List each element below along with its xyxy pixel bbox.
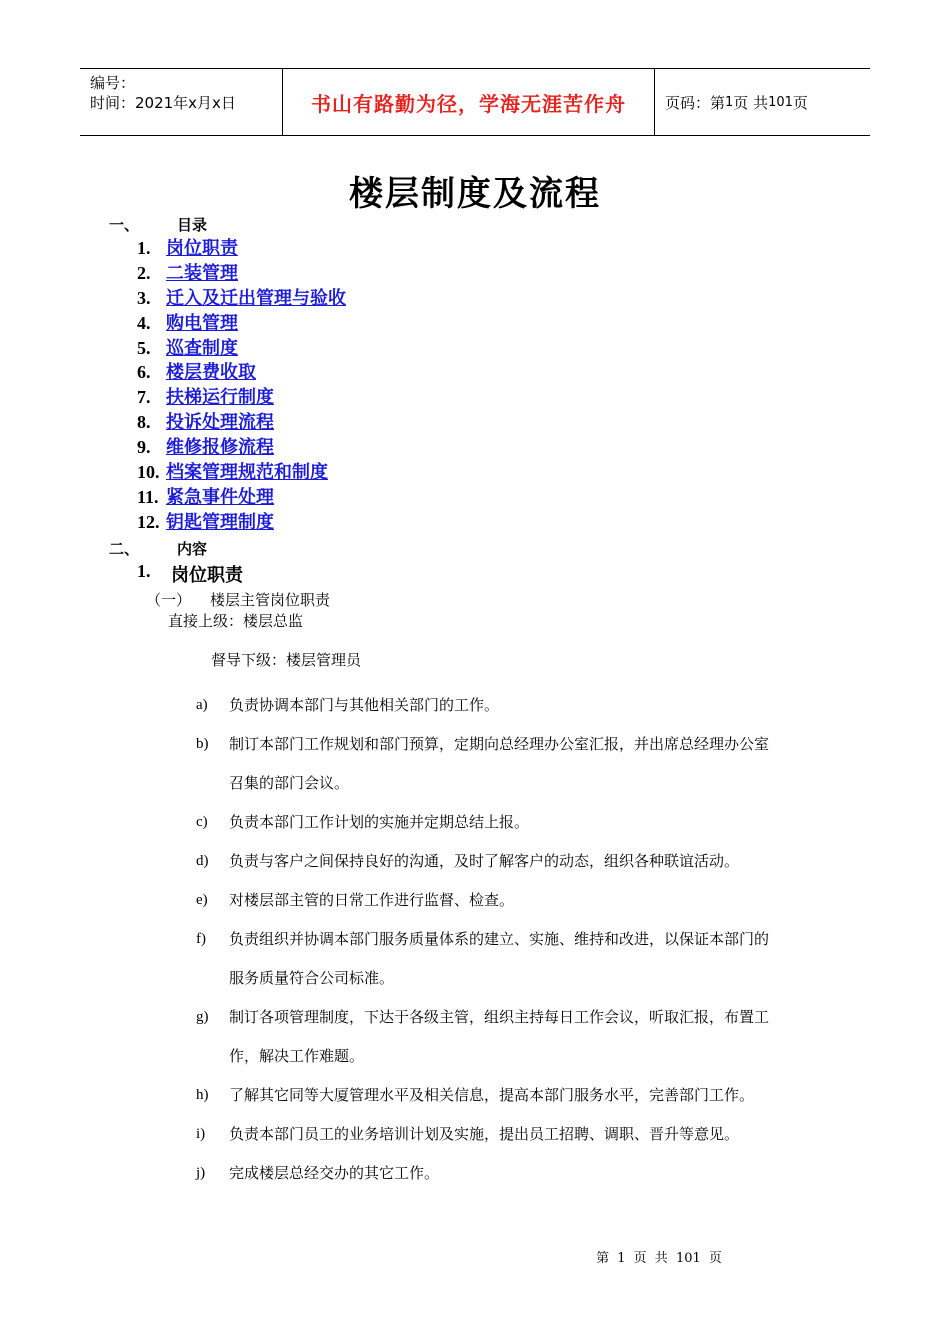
duty-letter: a) xyxy=(196,697,208,713)
toc-item xyxy=(137,261,346,286)
toc-item xyxy=(137,385,346,410)
toc-number: 5. xyxy=(137,337,151,358)
section-number: 一、 xyxy=(109,216,140,234)
duty-text: 对楼层部主管的日常工作进行监督、检查。 xyxy=(229,891,515,909)
toc-link[interactable]: 二装管理 xyxy=(166,262,238,284)
toc-number: 3. xyxy=(137,287,151,308)
section-number: 二、 xyxy=(109,540,140,558)
content-subheading-text: 楼层主管岗位职责 xyxy=(210,591,331,609)
duty-letter: f) xyxy=(196,931,206,947)
toc-link[interactable]: 扶梯运行制度 xyxy=(166,387,274,409)
code-label: 编号： xyxy=(90,74,136,92)
header-motto-cell xyxy=(282,69,655,135)
footer-current: 1 xyxy=(617,1251,626,1266)
content-heading xyxy=(137,561,243,587)
header-page-cell xyxy=(655,69,870,135)
duty-letter: g) xyxy=(196,1009,209,1025)
duty-letter: d) xyxy=(196,853,209,869)
content-heading-text: 岗位职责 xyxy=(171,565,243,586)
page-footer xyxy=(0,1247,950,1266)
toc-link[interactable]: 紧急事件处理 xyxy=(166,486,274,508)
content-heading-number: 1. xyxy=(137,561,151,581)
footer-total: 101 xyxy=(675,1251,701,1266)
footer-mid: 页 共 xyxy=(633,1251,668,1266)
section-label: 目录 xyxy=(177,216,208,234)
toc-number: 4. xyxy=(137,312,151,333)
document-title: 楼层制度及流程 xyxy=(349,174,601,214)
duty-text: 完成楼层总经交办的其它工作。 xyxy=(229,1164,440,1182)
toc-number: 12. xyxy=(137,511,160,532)
duty-item xyxy=(196,803,846,842)
duty-item xyxy=(196,725,846,803)
duty-text: 负责本部门员工的业务培训计划及实施，提出员工招聘、调职、晋升等意见。 xyxy=(229,1125,740,1143)
toc-link[interactable]: 楼层费收取 xyxy=(166,362,256,384)
content-subheading xyxy=(146,589,330,610)
toc-item xyxy=(137,435,346,460)
duty-text: 制订本部门工作规划和部门预算，定期向总经理办公室汇报，并出席总经理办公室 召集的部门会议。 xyxy=(229,735,770,792)
page-total: 101 xyxy=(768,94,793,110)
toc-item xyxy=(137,460,346,485)
toc-number: 1. xyxy=(137,238,151,258)
page-prefix: 页码：第 xyxy=(665,93,726,112)
toc-number: 7. xyxy=(137,387,151,408)
duty-text: 制订各项管理制度，下达于各级主管，组织主持每日工作会议，听取汇报，布置工 作，解决工作难题。 xyxy=(229,1008,770,1065)
toc-item xyxy=(137,336,346,361)
duty-list xyxy=(196,686,846,1193)
duty-item xyxy=(196,686,846,725)
duty-item xyxy=(196,1115,846,1154)
duty-text: 负责协调本部门与其他相关部门的工作。 xyxy=(229,696,500,714)
duty-letter: h) xyxy=(196,1087,209,1103)
toc-link[interactable]: 投诉处理流程 xyxy=(166,412,274,434)
section-label: 内容 xyxy=(177,540,208,558)
header-table xyxy=(80,68,870,136)
toc-item xyxy=(137,360,346,385)
subordinate: 督导下级：楼层管理员 xyxy=(211,651,362,669)
toc-link[interactable]: 维修报修流程 xyxy=(166,437,274,459)
toc-number: 9. xyxy=(137,437,151,458)
duty-letter: i) xyxy=(196,1126,206,1142)
duty-text: 负责本部门工作计划的实施并定期总结上报。 xyxy=(229,813,530,831)
toc-link[interactable]: 巡查制度 xyxy=(166,337,238,359)
duty-item xyxy=(196,1076,846,1115)
duty-item xyxy=(196,998,846,1076)
content-subheading-number: （一） xyxy=(146,591,192,609)
page-current: 1 xyxy=(725,94,734,110)
duty-letter: b) xyxy=(196,736,209,752)
page-suffix: 页 xyxy=(792,93,808,112)
duty-letter: e) xyxy=(196,892,208,908)
toc-item xyxy=(137,485,346,510)
toc-item xyxy=(137,236,346,261)
toc-number: 11. xyxy=(137,486,159,507)
duty-text: 了解其它同等大厦管理水平及相关信息，提高本部门服务水平，完善部门工作。 xyxy=(229,1086,755,1104)
table-of-contents xyxy=(137,236,346,535)
motto: 书山有路勤为径，学海无涯苦作舟 xyxy=(311,91,626,116)
toc-number: 2. xyxy=(137,262,151,283)
duty-item xyxy=(196,881,846,920)
toc-number: 8. xyxy=(137,412,151,433)
duty-item xyxy=(196,920,846,998)
toc-item xyxy=(137,286,346,311)
toc-number: 6. xyxy=(137,362,151,383)
toc-item xyxy=(137,510,346,535)
duty-text: 负责组织并协调本部门服务质量体系的建立、实施、维持和改进，以保证本部门的 服务质量符合公司标准。 xyxy=(229,930,770,987)
duty-item xyxy=(196,842,846,881)
duty-text: 负责与客户之间保持良好的沟通，及时了解客户的动态，组织各种联谊活动。 xyxy=(229,852,740,870)
toc-link[interactable]: 档案管理规范和制度 xyxy=(166,462,328,484)
toc-link[interactable]: 岗位职责 xyxy=(166,238,238,259)
toc-link[interactable]: 迁入及迁出管理与验收 xyxy=(166,287,346,309)
toc-number: 10. xyxy=(137,462,160,483)
toc-item xyxy=(137,410,346,435)
toc-link[interactable]: 钥匙管理制度 xyxy=(166,511,274,533)
time-label: 时间：2021年x月x日 xyxy=(90,94,236,112)
toc-item xyxy=(137,311,346,336)
header-meta-cell xyxy=(80,69,282,135)
footer-prefix: 第 xyxy=(596,1251,610,1266)
duty-item xyxy=(196,1154,846,1193)
duty-letter: c) xyxy=(196,814,208,830)
footer-suffix: 页 xyxy=(708,1251,722,1266)
duty-letter: j) xyxy=(196,1165,206,1181)
toc-link[interactable]: 购电管理 xyxy=(166,312,238,334)
page-mid: 页 共 xyxy=(733,93,769,112)
direct-superior: 直接上级：楼层总监 xyxy=(168,612,304,630)
